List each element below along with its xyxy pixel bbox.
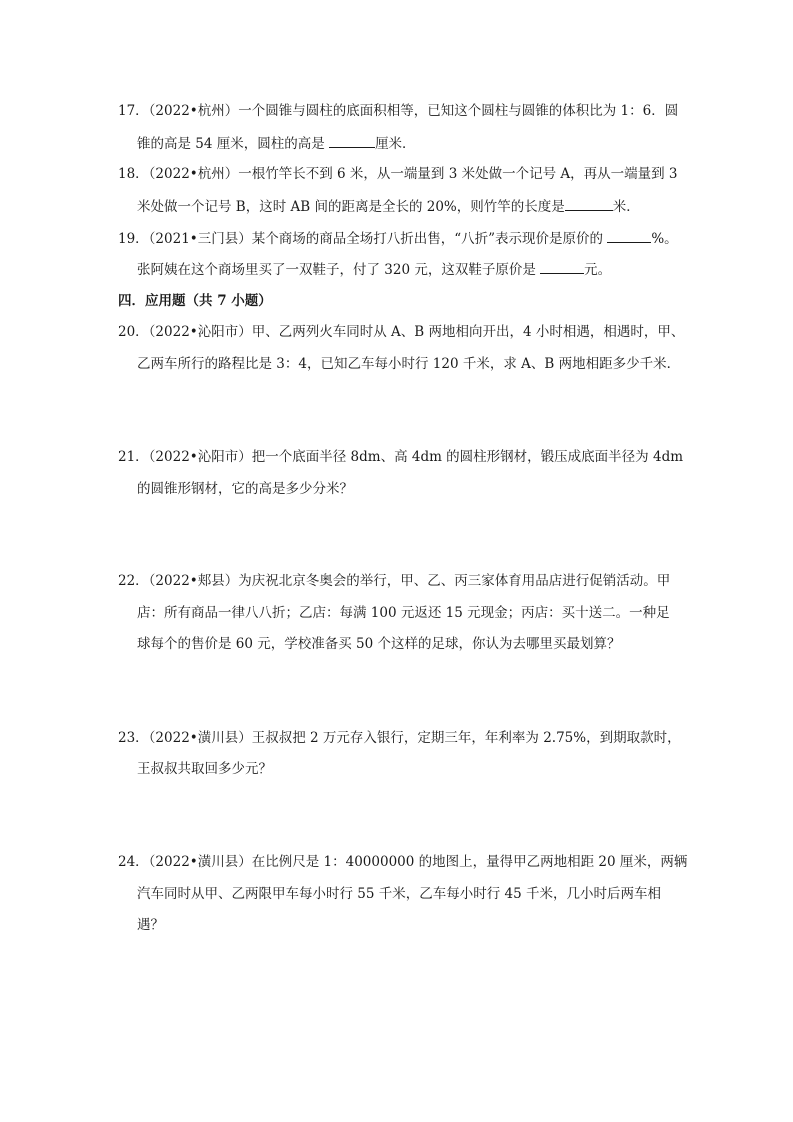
question-21-line-2: 的圆锥形钢材，它的高是多少分米？ — [137, 481, 353, 497]
question-23-line-2: 王叔叔共取回多少元？ — [137, 761, 272, 777]
question-17-text-after-blank: 厘米． — [375, 136, 416, 152]
question-22-line-2: 店：所有商品一律八八折；乙店：每满 100 元返还 15 元现金；丙店：买十送二。一种足 — [137, 605, 670, 621]
question-18-text-before-blank: 米处做一个记号 B，这时 AB 间的距离是全长的 20%，则竹竿的长度是 — [137, 199, 565, 215]
question-19-line-2 — [137, 259, 611, 280]
answer-blank-19b[interactable] — [540, 259, 584, 274]
question-23-line-1: 23．（2022•潢川县）王叔叔把 2 万元存入银行，定期三年，年利率为 2.75%，到期取款时， — [118, 730, 681, 746]
question-18-line-1: 18．（2022•杭州）一根竹竿长不到 6 米，从一端量到 3 米处做一个记号 A，再从一端量到 3 — [118, 166, 678, 182]
question-21-line-1: 21．（2022•沁阳市）把一个底面半径 8dm、高 4dm 的圆柱形钢材，锻压成底面半径为 4dm — [118, 449, 684, 465]
question-24-line-1: 24．（2022•潢川县）在比例尺是 1：40000000 的地图上，量得甲乙两地相距 20 厘米，两辆 — [118, 854, 688, 870]
question-24-line-2: 汽车同时从甲、乙两限甲车每小时行 55 千米，乙车每小时行 45 千米，几小时后两车相 — [137, 886, 662, 902]
question-19-text-after-blank-1: %。 — [651, 231, 678, 247]
question-20-line-1: 20．（2022•沁阳市）甲、乙两列火车同时从 A、B 两地相向开出，4 小时相遇，相遇时，甲、 — [118, 324, 685, 340]
question-17-line-2 — [137, 133, 416, 154]
question-19-text-after-blank-2: 元。 — [584, 262, 612, 278]
question-18-text-after-blank: 米． — [612, 199, 640, 215]
question-19-text-before-blank-2: 张阿姨在这个商场里买了一双鞋子，付了 320 元，这双鞋子原价是 — [137, 262, 541, 278]
question-19-line-1 — [118, 228, 678, 249]
question-19-text-before-blank-1: 19．（2021•三门县）某个商场的商品全场打八折出售，“八折”表示现价是原价的 — [118, 231, 608, 247]
answer-blank-18[interactable] — [565, 196, 613, 211]
question-22-line-3: 球每个的售价是 60 元，学校准备买 50 个这样的足球，你认为去哪里买最划算？ — [137, 636, 621, 652]
question-17-text-before-blank: 锥的高是 54 厘米，圆柱的高是 — [137, 136, 330, 152]
section-heading-application: 四．应用题（共 7 小题） — [118, 293, 272, 309]
answer-blank-17[interactable] — [329, 133, 375, 148]
question-20-line-2: 乙两车所行的路程比是 3：4，已知乙车每小时行 120 千米，求 A、B 两地相距多少千米． — [137, 356, 681, 372]
question-18-line-2 — [137, 196, 640, 217]
question-17-line-1: 17．（2022•杭州）一个圆锥与圆柱的底面积相等，已知这个圆柱与圆锥的体积比为 1：6．圆 — [118, 103, 679, 119]
question-24-line-3: 遇？ — [137, 917, 164, 933]
answer-blank-19a[interactable] — [607, 228, 651, 243]
question-22-line-1: 22．（2022•郏县）为庆祝北京冬奥会的举行，甲、乙、丙三家体育用品店进行促销活动。甲 — [118, 573, 671, 589]
